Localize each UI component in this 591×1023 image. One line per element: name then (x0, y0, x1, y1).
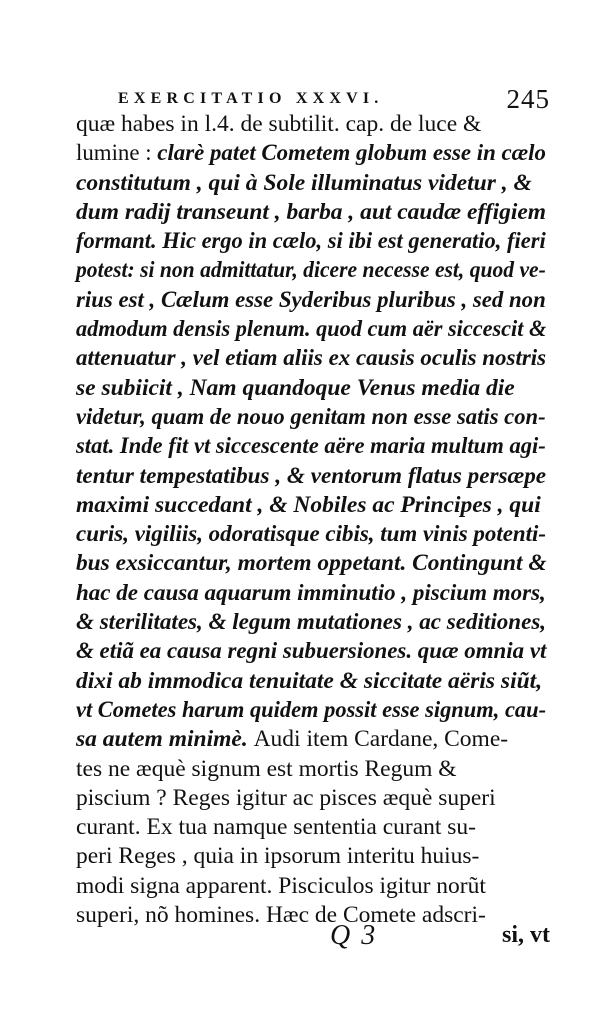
text-line (76, 198, 545, 227)
text-line (76, 403, 546, 432)
italic-text: potest: si non admittatur, dicere necesse est, quod ve- (76, 257, 546, 284)
italic-text: admodum densis plenum. quod cum aër siccescit & (76, 316, 547, 343)
text-line (76, 784, 546, 813)
text-line (76, 169, 546, 198)
signature-mark: Q 3 (330, 920, 378, 951)
text-line (76, 608, 547, 637)
text-line (76, 755, 546, 784)
text-line (76, 520, 547, 549)
italic-text: attenuatur , vel etiam aliis ex causis oculis nostris (76, 345, 547, 372)
text-line (76, 549, 547, 578)
running-head: EXERCITATIO XXXVI. (118, 90, 384, 107)
text-line (76, 256, 546, 285)
text-line (76, 579, 546, 608)
roman-text: tes ne æquè signum est mortis Regum & (76, 755, 457, 782)
body-text (76, 110, 546, 930)
text-line (76, 491, 546, 520)
italic-text: dum radij transeunt , barba , aut caudæ effigiem (76, 198, 546, 225)
text-line (76, 227, 546, 256)
roman-text: quæ habes in l.4. de subtilit. cap. de luce & (76, 111, 482, 137)
italic-text: se subiicit , Nam quandoque Venus media die (76, 374, 515, 401)
text-line (76, 110, 546, 139)
text-line (76, 462, 547, 491)
catchword: si, vt (502, 922, 550, 948)
italic-text: hac de causa aquarum imminutio , piscium mors, (76, 579, 546, 606)
italic-text: curis, vigiliis, odoratisque cibis, tum vinis potenti- (76, 521, 547, 548)
page-footer (330, 920, 550, 960)
roman-text: piscium ? Reges igitur ac pisces æquè superi (76, 784, 496, 811)
italic-text: & etiã ea causa regni subuersiones. quæ omnia vt (76, 638, 547, 665)
roman-text: Audi item Cardane, Come- (253, 726, 509, 753)
italic-text: bus exsiccantur, mortem oppetant. Contingunt & (76, 550, 547, 577)
roman-text: peri Reges , quia in ipsorum interitu huius- (76, 843, 480, 870)
roman-text: modi signa apparent. Pisciculos igitur norũt (76, 872, 486, 899)
text-line (76, 432, 546, 461)
text-line (76, 139, 546, 168)
italic-text: maximi succedant , & Nobiles ac Principes , qui (76, 491, 541, 518)
text-line (76, 315, 547, 344)
roman-text: lumine : (76, 140, 158, 167)
text-line (76, 813, 546, 842)
text-line (76, 637, 547, 666)
italic-text: rius est , Cælum esse Syderibus pluribus , sed non (76, 286, 546, 313)
text-line (76, 842, 546, 871)
text-line (76, 696, 547, 725)
text-line (76, 286, 546, 315)
roman-text: curant. Ex tua namque sententia curant su- (76, 814, 477, 841)
italic-text: formant. Hic ergo in cælo, si ibi est generatio, fieri (76, 228, 546, 255)
italic-text: videtur, quam de nouo genitam non esse satis con- (76, 403, 546, 430)
text-line (76, 374, 546, 403)
italic-text: constitutum , qui à Sole illuminatus videtur , & (76, 169, 532, 196)
italic-text: vt Cometes harum quidem possit esse signum, cau- (76, 696, 547, 723)
italic-text: dixi ab immodica tenuitate & siccitate aëris siũt, (76, 667, 543, 694)
italic-text: & sterilitates, & legum mutationes , ac seditiones, (76, 609, 547, 636)
text-line (76, 725, 546, 754)
italic-text: clarè patet Cometem globum esse in cælo (157, 140, 546, 167)
text-line (76, 872, 546, 901)
text-line (76, 667, 546, 696)
italic-text: stat. Inde fit vt siccescente aëre maria multum agi- (76, 433, 546, 460)
roman-text: superi, nõ homines. Hæc de Comete adscri- (76, 902, 486, 929)
text-line (76, 344, 547, 373)
page-number: 245 (506, 84, 550, 114)
italic-text: sa autem minimè. (76, 726, 254, 753)
italic-text: tentur tempestatibus , & ventorum flatus persæpe (76, 462, 547, 489)
